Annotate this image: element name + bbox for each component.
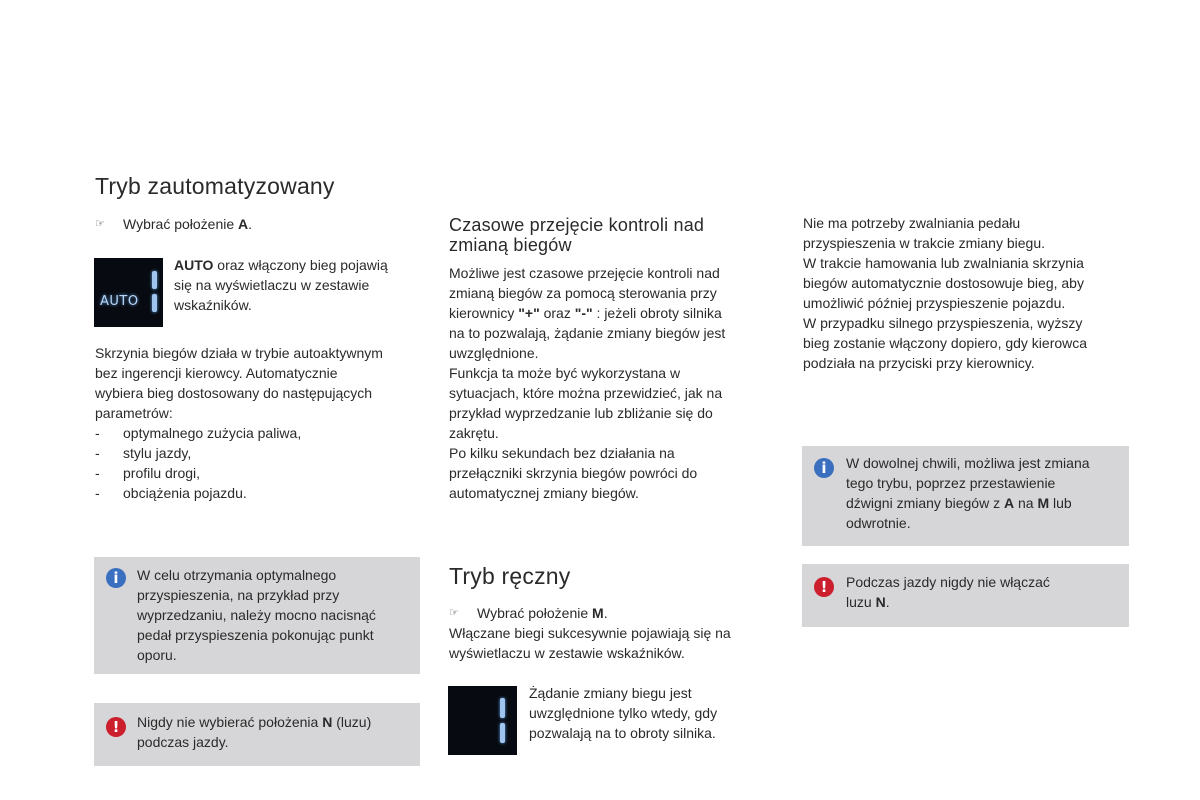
info-icon: i (814, 458, 834, 478)
auto-display-image (94, 258, 163, 327)
info-icon: i (106, 568, 126, 588)
section-title-automated-mode: Tryb zautomatyzowany (95, 173, 335, 199)
parameters-list (95, 423, 435, 503)
select-position-a-text: Wybrać położenie A. (123, 216, 253, 232)
warning-box-neutral-while-driving-text: Podczas jazdy nigdy nie włączać luzu N. (846, 574, 1050, 610)
warning-box-neutral-text: Nigdy nie wybierać położenia N (luzu) podczas jazdy. (137, 714, 372, 750)
info-box-mode-change (802, 446, 1129, 546)
warning-box-neutral-while-driving (802, 564, 1129, 627)
select-position-m-instruction (449, 603, 779, 623)
list-item: - optymalnego zużycia paliwa, (95, 425, 302, 441)
automated-mode-paragraph: Skrzynia biegów działa w trybie autoaktywnym bez ingerencji kierowcy. Automatycznie wybiera bieg dostosowany do następujących parametrów: - optymalnego zużycia paliwa, - stylu jazdy, - profilu drogi, - obciążenia pojazdu. (95, 343, 435, 503)
info-box-acceleration-text: W celu otrzymania optymalnego przyspieszenia, na przykład przy wyprzedzaniu, należy mocno nacisnąć pedał przyspieszenia pokonując punkt oporu. (137, 567, 376, 663)
manual-display-description: Żądanie zmiany biegu jest uwzględnione tylko wtedy, gdy pozwalają na to obroty silnika. (529, 685, 718, 741)
gear-digit-segment (500, 723, 505, 743)
warning-box-neutral (94, 703, 420, 766)
list-item: - obciążenia pojazdu. (95, 485, 247, 501)
select-position-m-text: Wybrać położenie M. (477, 605, 608, 621)
auto-display-description: AUTO oraz włączony bieg pojawią się na wyświetlaczu w zestawie wskaźników. (174, 257, 388, 313)
pointer-hand-icon: ☞ (449, 607, 459, 619)
list-item: - stylu jazdy, (95, 445, 192, 461)
manual-gear-display-image (448, 686, 517, 755)
section-subtitle-temporary-control: Czasowe przejęcie kontroli nad zmianą biegów (449, 215, 705, 255)
gear-change-paragraph: Nie ma potrzeby zwalniania pedału przyspieszenia w trakcie zmiany biegu. W trakcie hamowania lub zwalniania skrzynia biegów automatycznie dostosowuje bieg, aby umożliwić później przyspieszenie pojazdu. W przypadku silnego przyspieszenia, wyższy bieg zostanie włączony dopiero, gdy kierowca podziała na przyciski przy kierownicy. (803, 215, 1088, 371)
gear-digit-segment (500, 698, 505, 718)
gear-digit-segment (152, 294, 157, 312)
pointer-hand-icon: ☞ (95, 218, 105, 230)
temporary-control-paragraph: Możliwe jest czasowe przejęcie kontroli nad zmianą biegów za pomocą sterowania przy kierownicy "+" oraz "-" : jeżeli obroty silnika na to pozwalają, żądanie zmiany biegów jest uwzględnione. Funkcja ta może być wykorzystana w sytuacjach, które można przewidzieć, jak na przykład wyprzedzanie lub zbliżanie się do zakrętu. Po kilku sekundach bez działania na przełączniki skrzynia biegów powróci do automatycznej zmiany biegów. (449, 265, 726, 501)
gear-digit-segment (152, 271, 157, 289)
auto-display-label: AUTO (100, 294, 139, 309)
info-box-mode-change-text: W dowolnej chwili, możliwa jest zmiana tego trybu, poprzez przestawienie dźwigni zmiany biegów z A na M lub odwrotnie. (846, 455, 1090, 531)
warning-icon: ! (814, 577, 834, 597)
section-title-manual-mode: Tryb ręczny (449, 563, 571, 589)
info-box-acceleration (94, 557, 420, 674)
select-position-a-instruction (95, 214, 425, 234)
warning-icon: ! (106, 717, 126, 737)
manual-mode-paragraph: ☞ Wybrać położenie M. Włączane biegi sukcesywnie pojawiają się na wyświetlaczu w zestawie wskaźników. (449, 603, 779, 663)
list-item: - profilu drogi, (95, 465, 201, 481)
